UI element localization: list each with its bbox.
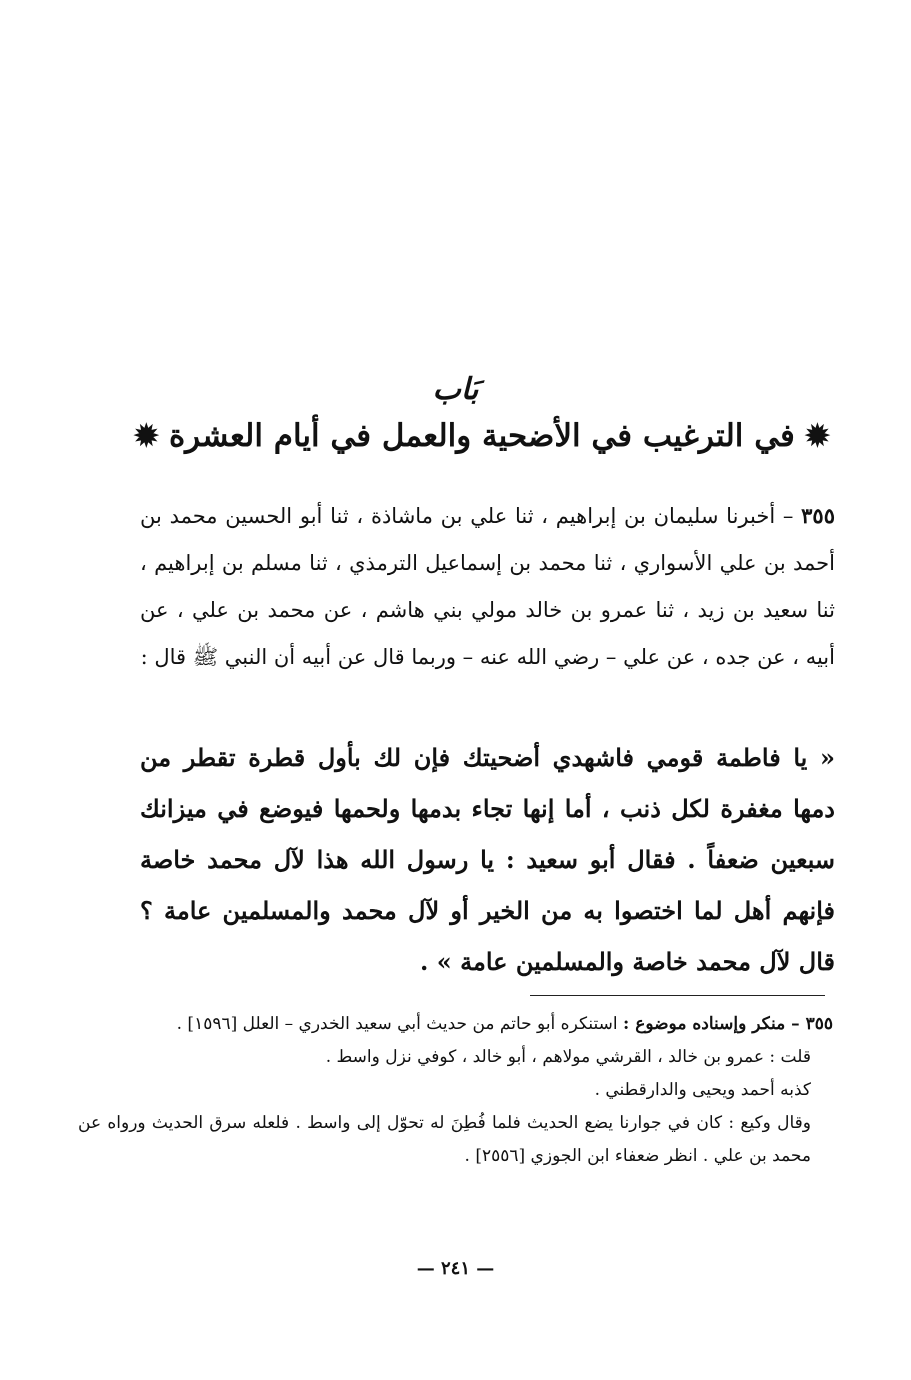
- footnotes: [78, 1008, 833, 1173]
- page-number: — ٢٤١ —: [416, 1258, 495, 1279]
- footnote-line: قلت : عمرو بن خالد ، القرشي مولاهم ، أبو خالد ، كوفي نزل واسط .: [325, 1047, 811, 1067]
- hadith-text: « يا فاطمة قومي فاشهدي أضحيتك فإن لك بأول قطرة تقطر من دمها مغفرة لكل ذنب ، أما إنها تجاء بدمها ولحمها فيوضع في ميزانك سبعين ضعفاً . فقال أبو سعيد : يا رسول الله هذا لآل محمد خاصة فإنهم أهل لما اختصوا به من الخير أو لآل محمد والمسلمين عامة ؟ قال لآل محمد خاصة والمسلمين عامة » .: [140, 743, 835, 976]
- chapter-label: بَاب: [432, 372, 479, 407]
- footnote-line: كذبه أحمد ويحيى والدارقطني .: [594, 1080, 811, 1100]
- footnote-line: [78, 1008, 833, 1041]
- number-separator: –: [775, 504, 802, 528]
- section-title-text: في الترغيب في الأضحية والعمل في أيام العشرة: [168, 418, 795, 454]
- footnote-line: وقال وكيع : كان في جوارنا يضع الحديث فلما فُطِنَ له تحوّل إلى واسط . فلعله سرق الحديث ورواه عن محمد بن علي . انظر ضعفاء ابن الجوزي [٢٥٥٦] .: [78, 1113, 811, 1166]
- hadith-number: ٣٥٥: [801, 503, 835, 528]
- ornament-star-icon: ✹: [133, 419, 159, 454]
- footnote-grade-note: استنكره أبو حاتم من حديث أبي سعيد الخدري – العلل [١٥٩٦] .: [176, 1014, 623, 1034]
- narration-text: أخبرنا سليمان بن إبراهيم ، ثنا علي بن ماشاذة ، ثنا أبو الحسين محمد بن أحمد بن علي الأسواري ، ثنا محمد بن إسماعيل الترمذي ، ثنا مسلم بن إبراهيم ، ثنا سعيد بن زيد ، ثنا عمرو بن خالد مولي بني هاشم ، عن محمد بن علي ، عن أبيه ، عن جده ، عن علي – رضي الله عنه – وربما قال عن أبيه أن النبي ﷺ قال :: [140, 504, 835, 669]
- footnote-grade: ٣٥٥ – منكر وإسناده موضوع :: [623, 1014, 833, 1034]
- footnote-divider: [530, 995, 825, 996]
- ornament-star-icon: ✹: [804, 419, 830, 454]
- narration-chain: [140, 492, 835, 681]
- section-title: [133, 418, 840, 454]
